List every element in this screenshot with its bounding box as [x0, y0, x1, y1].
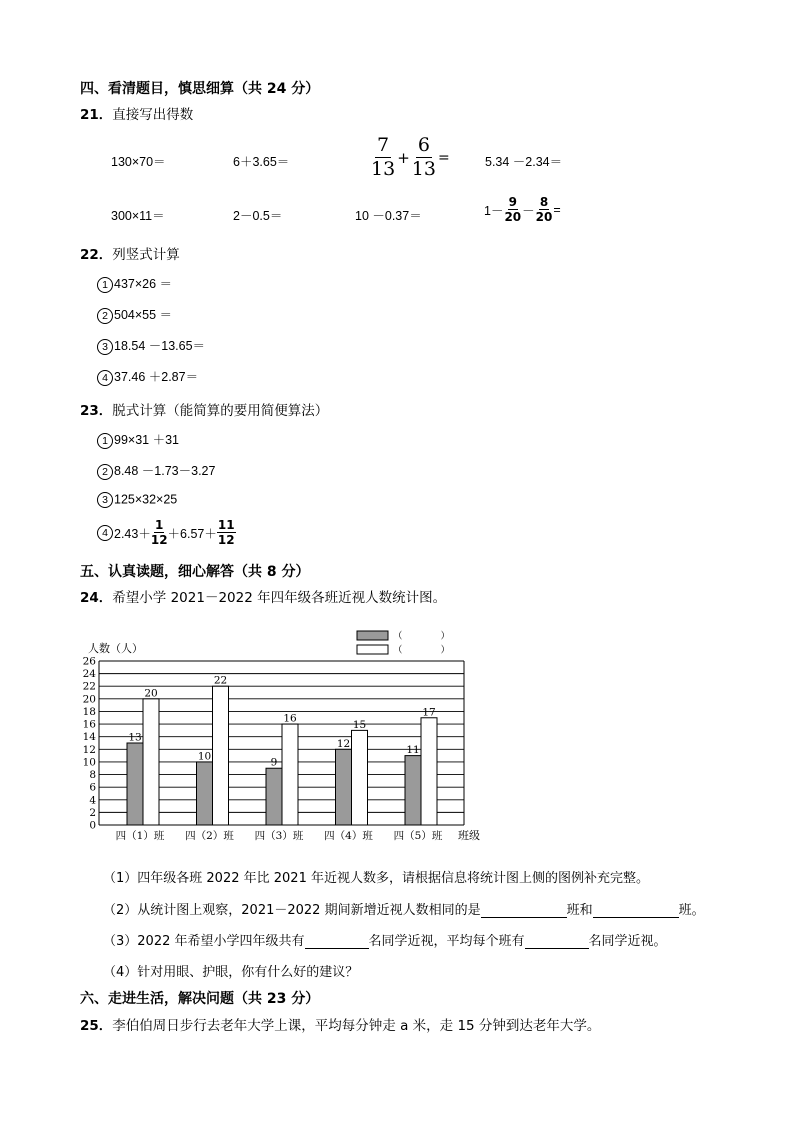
q25-heading	[80, 1014, 600, 1034]
q21-item-4: 5.34 －2.34＝	[485, 155, 563, 169]
bar-value-label: 20	[144, 687, 158, 700]
q22-item-3: 3 18.54 －13.65＝	[97, 336, 205, 355]
legend-swatch-gray	[357, 631, 388, 640]
answer-blank[interactable]	[593, 903, 679, 918]
x-tick-label: 四（2）班	[185, 830, 234, 842]
bar	[336, 749, 352, 825]
y-tick-label: 4	[89, 794, 96, 807]
y-tick-label: 22	[82, 680, 96, 693]
q21-heading	[80, 103, 193, 123]
chart-legend	[357, 631, 450, 656]
x-tick-label: 四（3）班	[254, 830, 304, 842]
legend-swatch-white	[357, 645, 388, 654]
bar-value-label: 15	[352, 718, 367, 731]
q22-heading	[80, 243, 180, 263]
q22-number: 22．	[80, 247, 113, 263]
q21-text: 直接写出得数	[112, 107, 194, 123]
y-tick-label: 18	[82, 705, 96, 718]
fraction: $\frac{11}{12}$	[217, 518, 235, 547]
fraction: $\frac{6}{13}$	[411, 134, 436, 180]
q23-item-4: 4 2.43＋ $\frac{1}{12}$ ＋6.57＋ $\frac{11}{12}$	[97, 519, 236, 546]
section4-title: 四、看清题目，慎思细算（共 24 分）	[80, 81, 320, 97]
q21-item-5: 300×11＝	[111, 209, 165, 223]
fraction: $\frac{8}{20}$	[535, 195, 553, 224]
q21-number: 21．	[80, 107, 113, 123]
bar-value-label: 10	[197, 750, 212, 763]
q21-item-8: 1－ $\frac{9}{20}$ － $\frac{8}{20}$ =	[484, 195, 561, 224]
x-tick-label: 四（4）班	[324, 830, 373, 842]
bar-value-label: 11	[406, 744, 420, 757]
section5-title: 五、认真读题，细心解答（共 8 分）	[80, 564, 310, 580]
q23-item-2: 2 8.48 －1.73－3.27	[97, 461, 215, 480]
bar	[405, 756, 421, 825]
y-tick-label: 0	[89, 819, 96, 832]
q25-text: 李伯伯周日步行去老年大学上课，平均每分钟走 a 米，走 15 分钟到达老年大学。	[112, 1018, 601, 1034]
y-tick-label: 2	[89, 806, 96, 819]
q23-item-3: 3 125×32×25	[97, 492, 177, 508]
fraction: $\frac{7}{13}$	[371, 134, 396, 180]
q21-item-6: 2－0.5＝	[233, 209, 283, 223]
bar-value-label: 16	[283, 712, 297, 725]
y-tick-label: 8	[89, 769, 96, 782]
legend-label-1: （ ）	[393, 631, 451, 642]
q21-item-7: 10 －0.37＝	[355, 209, 422, 223]
q23-text: 脱式计算（能简算的要用简便算法）	[112, 403, 329, 419]
bar	[143, 699, 159, 825]
bar	[352, 730, 368, 825]
q24-sub4: （4）针对用眼、护眼，你有什么好的建议？	[103, 965, 359, 980]
y-tick-label: 6	[89, 781, 96, 794]
bar-value-label: 13	[128, 731, 142, 744]
q21-item-1: 130×70＝	[111, 155, 166, 169]
bar	[197, 762, 213, 825]
y-tick-label: 12	[82, 743, 96, 756]
x-tick-label: 四（5）班	[393, 830, 443, 842]
chart-x-axis-label: 班级	[458, 829, 480, 842]
fraction: $\frac{1}{12}$	[150, 518, 168, 547]
y-tick-label: 14	[82, 731, 96, 744]
q22-item-4: 4 37.46 ＋2.87＝	[97, 367, 198, 386]
q22-item-2: 2 504×55 ＝	[97, 305, 172, 324]
fraction: $\frac{9}{20}$	[504, 195, 522, 224]
q21-item-2: 6＋3.65＝	[233, 155, 290, 169]
answer-blank[interactable]	[481, 903, 567, 918]
section6-title: 六、走进生活，解决问题（共 23 分）	[80, 991, 320, 1007]
bar	[213, 686, 229, 825]
answer-blank[interactable]	[305, 934, 369, 949]
q23-heading	[80, 399, 328, 419]
q23-item-1: 1 99×31 ＋31	[97, 430, 179, 449]
bar-value-label: 9	[270, 756, 278, 769]
q24-sub3: （3）2022 年希望小学四年级共有 名同学近视，平均每个班有 名同学近视。	[103, 934, 667, 949]
bar	[266, 768, 282, 825]
bar	[421, 718, 437, 825]
q25-number: 25．	[80, 1018, 113, 1034]
bar-value-label: 22	[213, 674, 228, 687]
bar-value-label: 12	[336, 737, 351, 750]
x-tick-label: 四（1）班	[115, 830, 165, 842]
q21-item-3: $\frac{7}{13}$ + $\frac{6}{13}$ =	[371, 134, 450, 180]
chart-x-ticks	[116, 829, 443, 842]
answer-blank[interactable]	[525, 934, 589, 949]
bar-chart	[80, 625, 490, 847]
q22-text: 列竖式计算	[112, 247, 180, 263]
y-tick-label: 26	[82, 655, 96, 668]
q24-heading	[80, 586, 446, 606]
q24-sub1: （1）四年级各班 2022 年比 2021 年近视人数多，请根据信息将统计图上侧的图例补充完整。	[103, 871, 649, 886]
chart-y-ticks	[83, 656, 97, 832]
y-tick-label: 20	[82, 693, 96, 706]
y-tick-label: 16	[82, 718, 96, 731]
chart-bars	[127, 686, 437, 825]
q23-number: 23．	[80, 403, 113, 419]
bar	[282, 724, 298, 825]
q24-number: 24．	[80, 590, 113, 606]
bar-value-label: 17	[422, 706, 436, 719]
y-tick-label: 24	[82, 668, 96, 681]
legend-label-2: （ ）	[393, 645, 451, 656]
q22-item-1: 1 437×26 ＝	[97, 274, 172, 293]
q24-sub2: （2）从统计图上观察，2021－2022 期间新增近视人数相同的是 班和 班。	[103, 903, 705, 918]
q24-text: 希望小学 2021－2022 年四年级各班近视人数统计图。	[112, 590, 447, 606]
bar	[127, 743, 143, 825]
y-tick-label: 10	[82, 756, 96, 769]
chart-y-axis-label: 人数（人）	[88, 642, 143, 655]
